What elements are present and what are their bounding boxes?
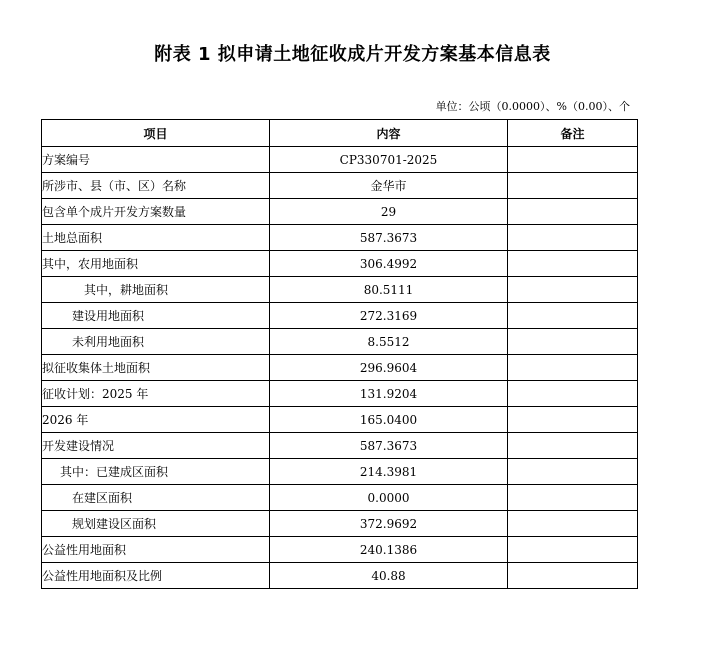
row-item: 包含单个成片开发方案数量 [42,199,270,225]
row-value: 29 [270,199,508,225]
row-note [508,225,638,251]
row-item: 土地总面积 [42,225,270,251]
table-row [42,381,638,407]
table-row [42,433,638,459]
table-row [42,277,638,303]
table-row [42,251,638,277]
table-row [42,147,638,173]
row-item: 公益性用地面积 [42,537,270,563]
row-item: 征收计划：2025 年 [42,381,270,407]
row-note [508,407,638,433]
row-item: 其中，耕地面积 [42,277,270,303]
row-value: 165.0400 [270,407,508,433]
row-note [508,147,638,173]
row-item: 其中：已建成区面积 [42,459,270,485]
row-value: 296.9604 [270,355,508,381]
row-value: 131.9204 [270,381,508,407]
row-note [508,433,638,459]
row-note [508,199,638,225]
row-note [508,485,638,511]
row-note [508,277,638,303]
table-row [42,225,638,251]
row-value: 306.4992 [270,251,508,277]
table-row [42,485,638,511]
table-row [42,563,638,589]
header-row [42,120,638,147]
row-value: 214.3981 [270,459,508,485]
row-item: 其中，农用地面积 [42,251,270,277]
header-note: 备注 [508,120,638,147]
row-value: 8.5512 [270,329,508,355]
table-row [42,173,638,199]
row-value: 272.3169 [270,303,508,329]
table-row [42,459,638,485]
row-item: 规划建设区面积 [42,511,270,537]
table-row [42,329,638,355]
row-note [508,381,638,407]
row-item: 2026 年 [42,407,270,433]
row-value: CP330701-2025 [270,147,508,173]
row-note [508,329,638,355]
table-row [42,537,638,563]
row-note [508,537,638,563]
table-row [42,511,638,537]
row-value: 240.1386 [270,537,508,563]
row-note [508,303,638,329]
row-item: 拟征收集体土地面积 [42,355,270,381]
row-item: 方案编号 [42,147,270,173]
row-note [508,251,638,277]
row-note [508,355,638,381]
table-row [42,355,638,381]
row-item: 未利用地面积 [42,329,270,355]
row-note [508,563,638,589]
row-value: 587.3673 [270,225,508,251]
row-note [508,459,638,485]
table-row [42,303,638,329]
row-note [508,173,638,199]
header-item: 项目 [42,120,270,147]
row-value: 0.0000 [270,485,508,511]
row-item: 开发建设情况 [42,433,270,459]
row-item: 建设用地面积 [42,303,270,329]
row-value: 金华市 [270,173,508,199]
row-note [508,511,638,537]
header-content: 内容 [270,120,508,147]
row-item: 公益性用地面积及比例 [42,563,270,589]
row-item: 所涉市、县（市、区）名称 [42,173,270,199]
unit-note: 单位：公顷（0.0000）、%（0.00）、个 [435,100,630,113]
row-value: 372.9692 [270,511,508,537]
row-value: 80.5111 [270,277,508,303]
info-table [41,119,638,589]
table-row [42,407,638,433]
row-value: 40.88 [270,563,508,589]
row-item: 在建区面积 [42,485,270,511]
row-value: 587.3673 [270,433,508,459]
document-title: 附表 1 拟申请土地征收成片开发方案基本信息表 [154,44,551,65]
table-row [42,199,638,225]
